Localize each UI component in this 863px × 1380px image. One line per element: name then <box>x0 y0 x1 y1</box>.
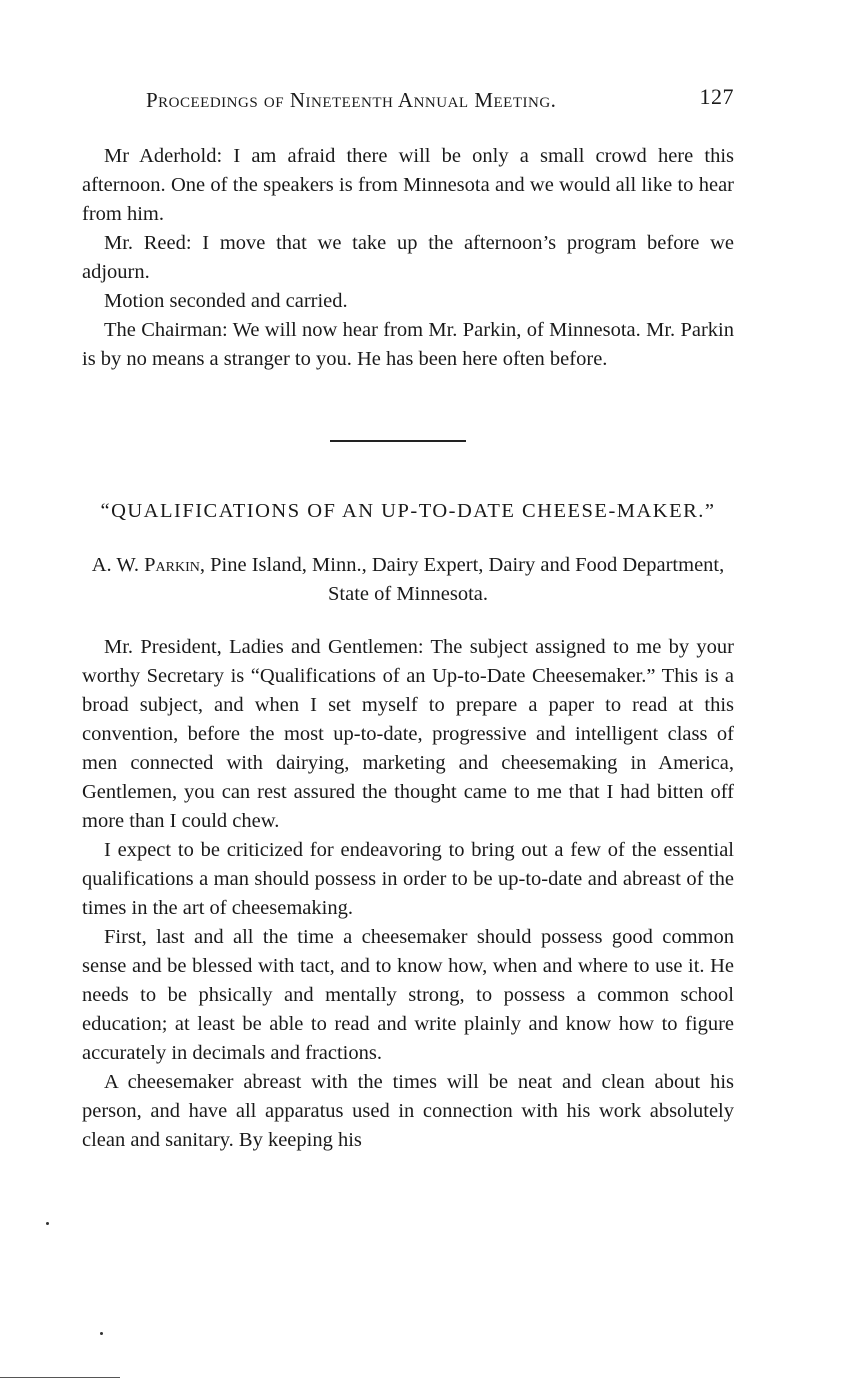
byline-affiliation: Pine Island, Minn., Dairy Expert, Dairy and Food Department, State of Minnesota. <box>205 554 725 605</box>
paragraph-chairman: The Chairman: We will now hear from Mr. Parkin, of Minnesota. Mr. Parkin is by no means a stranger to you. He has been here often before. <box>82 319 734 370</box>
scan-speck <box>100 1332 103 1335</box>
byline <box>82 551 734 609</box>
scan-speck <box>46 1222 49 1225</box>
running-head-title: Proceedings of Nineteenth Annual Meeting. <box>146 88 557 112</box>
article-paragraph-4: A cheesemaker abreast with the times will be neat and clean about his person, and have all apparatus used in connection with his work absolutely clean and sanitary. By keeping his <box>82 1071 734 1151</box>
byline-author: A. W. Parkin, <box>91 554 206 576</box>
section-divider <box>330 440 466 442</box>
paragraph-motion: Motion seconded and carried. <box>104 290 348 312</box>
paragraph-reed: Mr. Reed: I move that we take up the afternoon’s program before we adjourn. <box>82 232 734 283</box>
article-body <box>82 633 734 1155</box>
intro-section <box>82 142 734 374</box>
article-title: “QUALIFICATIONS OF AN UP-TO-DATE CHEESE-MAKER.” <box>100 500 716 522</box>
page-number: 127 <box>699 84 734 109</box>
scan-edge-line <box>0 1377 120 1378</box>
running-head <box>82 80 734 114</box>
article-paragraph-2: I expect to be criticized for endeavoring to bring out a few of the essential qualifications a man should possess in order to be up-to-date and abreast of the times in the art of cheesemaking. <box>82 839 734 919</box>
article-paragraph-3: First, last and all the time a cheesemaker should possess good common sense and be blessed with tact, and to know how, when and where to use it. He needs to be phsically and mentally strong, to possess a common school education; at least be able to read and write plainly and know how to figure accurately in decimals and fractions. <box>82 926 734 1064</box>
book-page <box>82 80 734 1155</box>
paragraph-aderhold: Mr Aderhold: I am afraid there will be only a small crowd here this afternoon. One of the speakers is from Minnesota and we would all like to hear from him. <box>82 145 734 225</box>
article-paragraph-1: Mr. President, Ladies and Gentlemen: The subject assigned to me by your worthy Secretary is “Qualifications of an Up-to-Date Cheesemaker.” This is a broad subject, and when I set myself to prepare a paper to read at this convention, before the most up-to-date, progressive and intelligent class of men connected with dairying, marketing and cheesemaking in America, Gentlemen, you can rest assured the thought came to me that I had bitten off more than I could chew. <box>82 636 734 832</box>
